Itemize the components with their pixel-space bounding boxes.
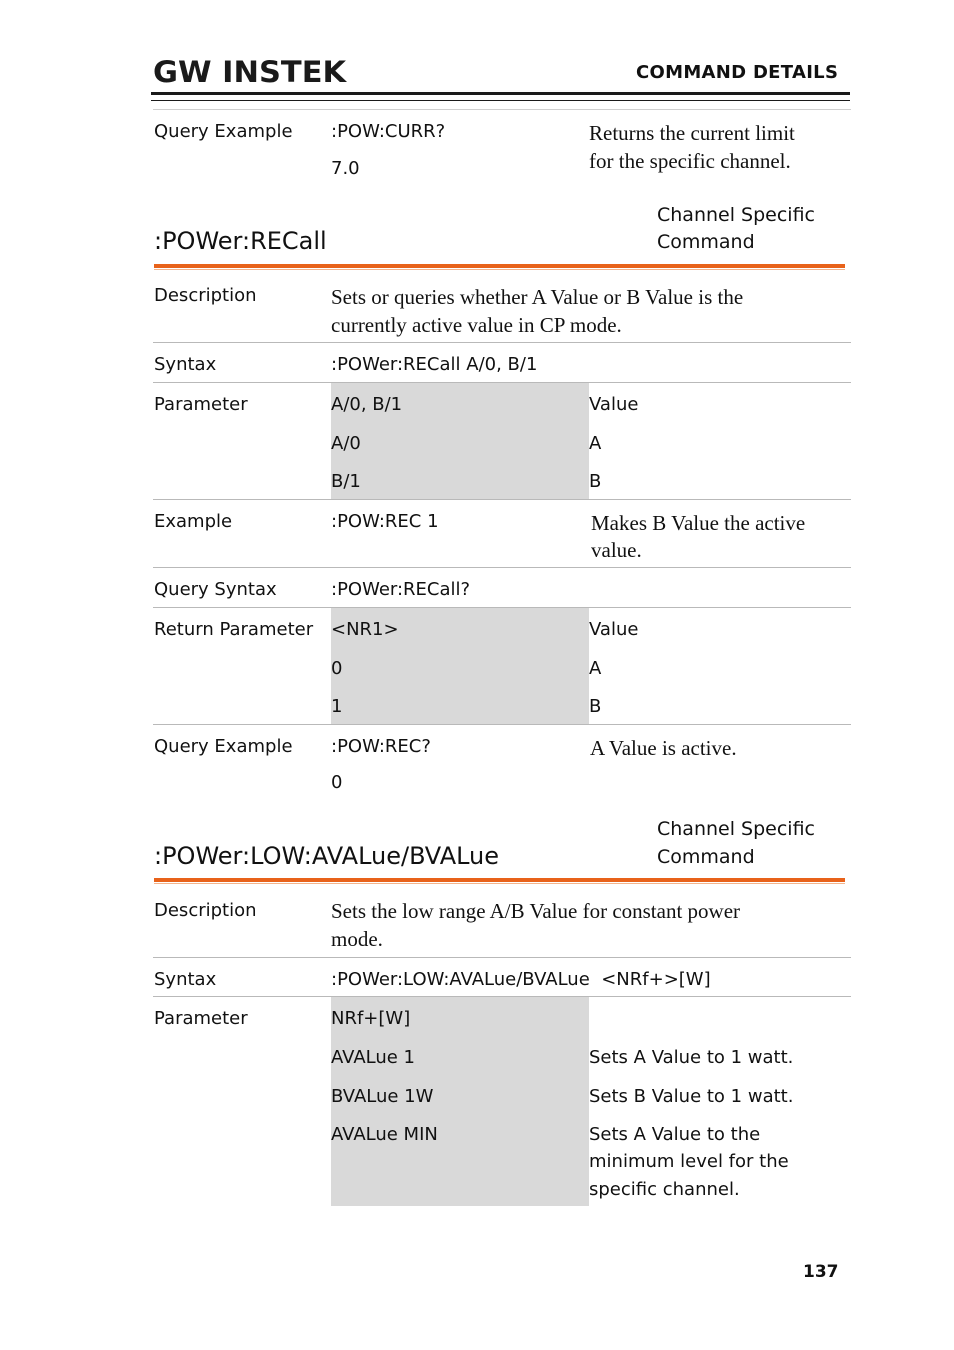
description-line2: mode. [331, 927, 383, 951]
parameter-name: A/0, B/1 [331, 394, 403, 415]
parameter-label: Parameter [154, 1008, 248, 1029]
heading-underline [154, 264, 845, 268]
example-description-line2: value. [591, 538, 642, 562]
command-heading: :POWer:RECall [154, 227, 327, 255]
return-value: Value [589, 619, 639, 640]
brand-logo: GW INSTEK [153, 55, 347, 89]
parameter-name: BVALue 1W [331, 1086, 434, 1107]
query-return: 7.0 [331, 158, 360, 179]
query-example-command: :POW:REC? [331, 736, 431, 757]
header-rule-thin [151, 100, 850, 101]
parameter-name: AVALue 1 [331, 1047, 416, 1068]
parameter-description: Sets A Value to 1 watt. [589, 1047, 794, 1068]
parameter-value: Value [589, 394, 639, 415]
section-title: COMMAND DETAILS [636, 62, 839, 83]
parameter-value: B [589, 471, 602, 492]
syntax-label: Syntax [154, 969, 217, 990]
heading-underline [154, 878, 845, 882]
return-value: A [589, 658, 602, 679]
description-line2: currently active value in CP mode. [331, 313, 622, 337]
query-example-description: A Value is active. [590, 736, 737, 760]
parameter-label: Parameter [154, 394, 248, 415]
table-top-rule [153, 109, 851, 110]
query-example-label: Query Example [154, 121, 293, 142]
description-label: Description [154, 285, 257, 306]
command-heading: :POWer:LOW:AVALue/BVALue [154, 842, 500, 870]
heading-underline-shadow [154, 269, 845, 270]
query-example-label: Query Example [154, 736, 293, 757]
parameter-description-line2: minimum level for the [589, 1151, 789, 1172]
parameter-name: B/1 [331, 471, 361, 492]
syntax-value: :POWer:LOW:AVALue/BVALue <NRf+>[W] [331, 969, 711, 990]
command-type-line2: Command [657, 846, 755, 868]
row-divider [153, 342, 851, 343]
parameter-value: A [589, 433, 602, 454]
parameter-description-line3: specific channel. [589, 1179, 740, 1200]
command-type-line1: Channel Specific [657, 204, 815, 226]
command-type-line2: Command [657, 231, 755, 253]
parameter-name: AVALue MIN [331, 1124, 438, 1145]
query-command: :POW:CURR? [331, 121, 446, 142]
return-value: B [589, 696, 602, 717]
parameter-name: A/0 [331, 433, 361, 454]
row-divider [153, 499, 851, 500]
description-line1: Sets the low range A/B Value for constant power [331, 899, 741, 923]
return-name: <NR1> [331, 619, 399, 640]
row-divider [153, 957, 851, 958]
syntax-value: :POWer:RECall A/0, B/1 [331, 354, 538, 375]
return-name: 0 [331, 658, 343, 679]
syntax-label: Syntax [154, 354, 217, 375]
query-example-return: 0 [331, 772, 343, 793]
query-syntax-label: Query Syntax [154, 579, 277, 600]
header-rule [151, 92, 850, 95]
query-description-line1: Returns the current limit [589, 121, 795, 145]
query-description-line2: for the specific channel. [589, 149, 791, 173]
example-description-line1: Makes B Value the active [591, 511, 806, 535]
example-label: Example [154, 511, 233, 532]
parameter-description: Sets B Value to 1 watt. [589, 1086, 794, 1107]
description-label: Description [154, 900, 257, 921]
parameter-type: NRf+[W] [331, 1008, 411, 1029]
return-parameter-label: Return Parameter [154, 619, 314, 640]
example-command: :POW:REC 1 [331, 511, 439, 532]
query-syntax-value: :POWer:RECall? [331, 579, 471, 600]
return-name: 1 [331, 696, 343, 717]
heading-underline-shadow [154, 883, 845, 884]
command-type-line1: Channel Specific [657, 818, 815, 840]
description-line1: Sets or queries whether A Value or B Value is the [331, 285, 744, 309]
row-divider [153, 567, 851, 568]
row-divider [153, 724, 851, 725]
parameter-description-line1: Sets A Value to the [589, 1124, 761, 1145]
page-number: 137 [803, 1262, 839, 1282]
